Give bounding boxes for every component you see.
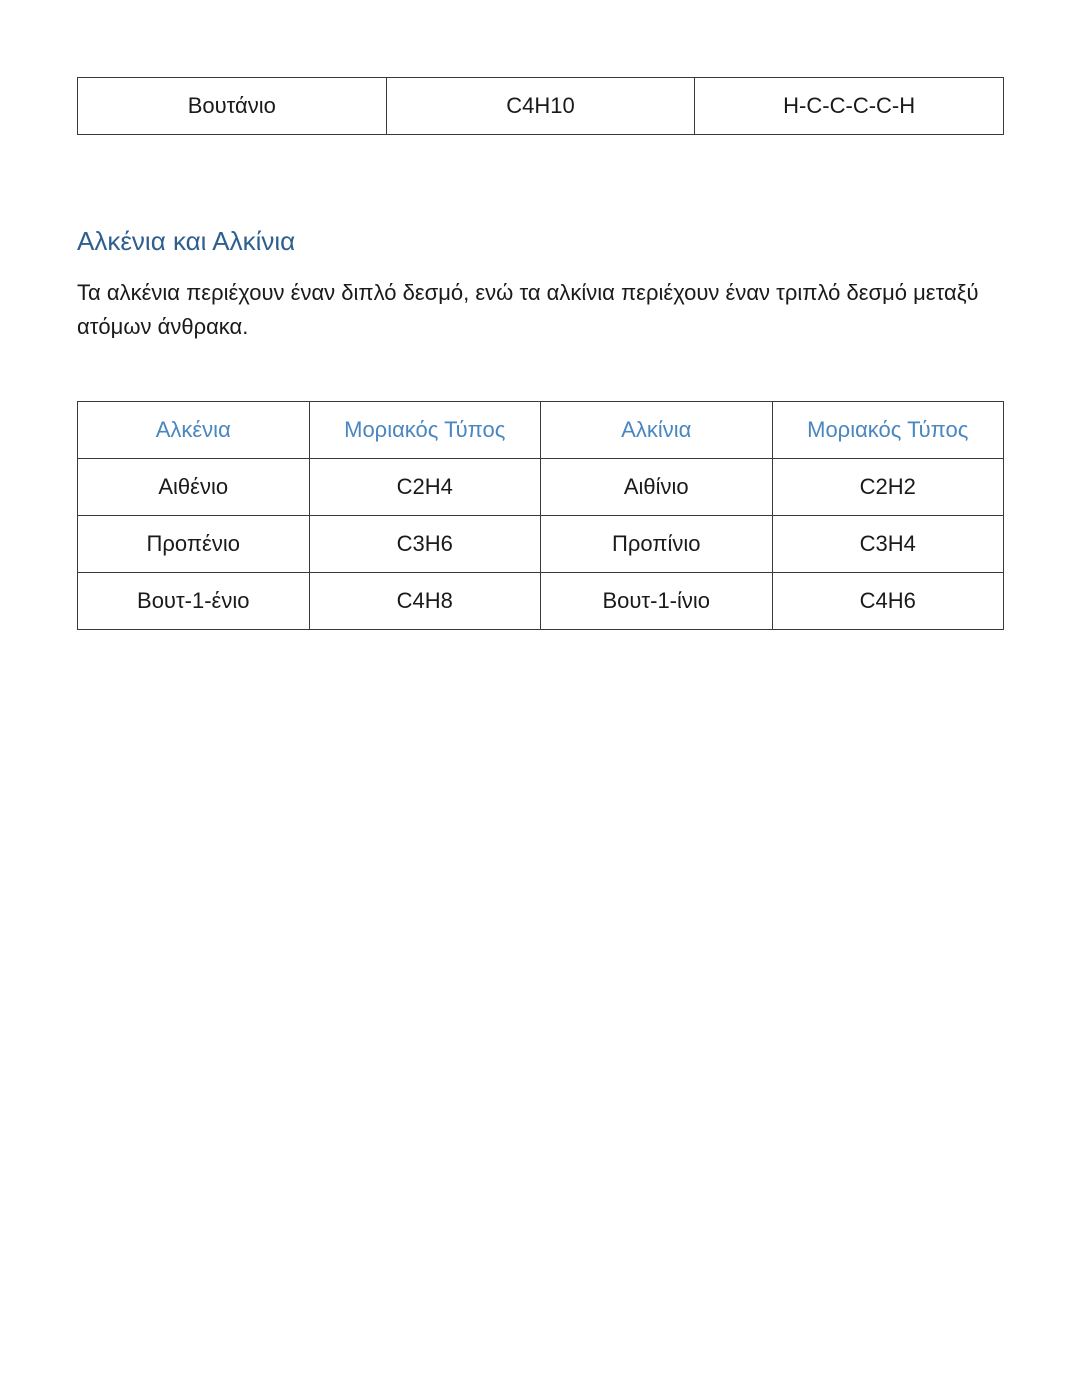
table-header-row xyxy=(78,402,1004,459)
table-cell: Αιθίνιο xyxy=(541,459,773,516)
header-alkene-formula: Μοριακός Τύπος xyxy=(309,402,541,459)
table-row xyxy=(78,516,1004,573)
header-alkenes: Αλκένια xyxy=(78,402,310,459)
table-cell: C4H6 xyxy=(772,573,1004,630)
alkane-table-continuation xyxy=(77,77,1004,135)
header-alkynes: Αλκίνια xyxy=(541,402,773,459)
table-cell: Αιθένιο xyxy=(78,459,310,516)
table-cell-name: Βουτάνιο xyxy=(78,78,387,135)
header-alkyne-formula: Μοριακός Τύπος xyxy=(772,402,1004,459)
table-cell: Προπίνιο xyxy=(541,516,773,573)
table-cell-formula: C4H10 xyxy=(386,78,695,135)
table-row xyxy=(78,78,1004,135)
table-row xyxy=(78,459,1004,516)
table-cell: C3H6 xyxy=(309,516,541,573)
section-paragraph: Τα αλκένια περιέχουν έναν διπλό δεσμό, ενώ τα αλκίνια περιέχουν έναν τριπλό δεσμό μεταξύ ατόμων άνθρακα. xyxy=(77,280,979,339)
table-cell: Βουτ-1-ίνιο xyxy=(541,573,773,630)
alkene-alkyne-table xyxy=(77,401,1004,630)
table-cell: C2H4 xyxy=(309,459,541,516)
table-cell: C4H8 xyxy=(309,573,541,630)
table-cell: Προπένιο xyxy=(78,516,310,573)
table-cell: C2H2 xyxy=(772,459,1004,516)
table-cell: Βουτ-1-ένιο xyxy=(78,573,310,630)
table-cell-structure: H-C-C-C-C-H xyxy=(695,78,1004,135)
table-row xyxy=(78,573,1004,630)
table-cell: C3H4 xyxy=(772,516,1004,573)
section-heading: Αλκένια και Αλκίνια xyxy=(77,226,296,256)
